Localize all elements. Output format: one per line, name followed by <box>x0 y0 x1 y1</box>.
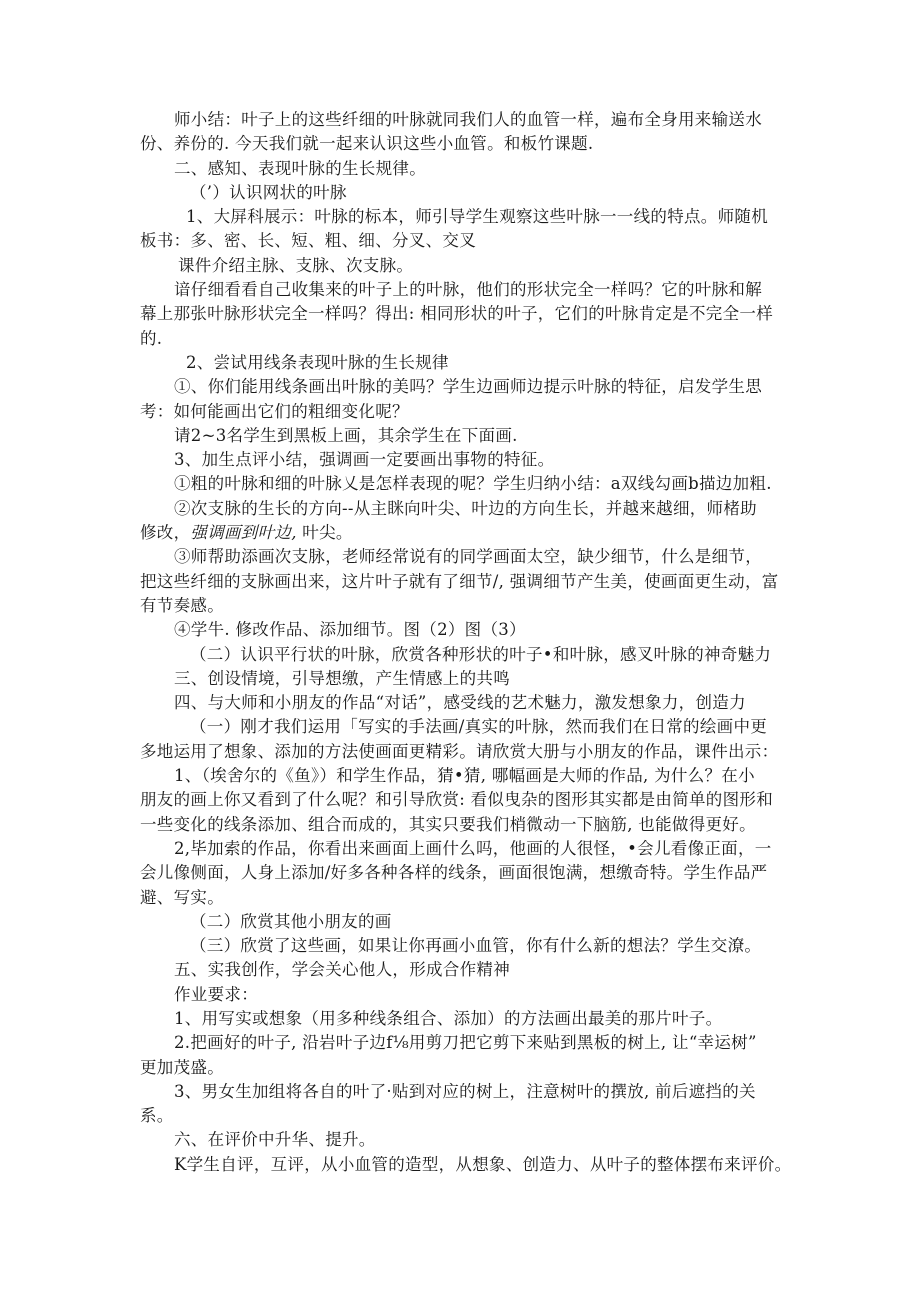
text-line <box>140 983 780 1007</box>
text-line <box>140 861 780 885</box>
text-line <box>140 1080 780 1104</box>
text-line-emphasis: 强调画到叶边, <box>190 523 297 543</box>
text-line-tail: 叶尖。 <box>296 523 353 543</box>
text-line <box>140 1007 780 1031</box>
text-line <box>140 715 780 739</box>
text-line-content: 把这些纤细的支脉画出来，这片叶子就有了细节/, 强调细节产生美，使画面更生动，富 <box>140 571 779 591</box>
text-line <box>140 229 780 253</box>
text-line <box>140 375 780 399</box>
text-line-content: 四、与大师和小朋友的作品“对话”，感受线的艺术魅力，激发想象力，创造力 <box>174 693 746 713</box>
text-line <box>140 764 780 788</box>
text-line-content: 的. <box>140 328 163 348</box>
text-line <box>140 1128 780 1152</box>
text-line <box>140 157 780 181</box>
text-line-content: ①粗的叶脉和细的叶脉乂是怎样表现的呢？学生归纳小结：a双线勾画b描边加粗. <box>174 474 772 494</box>
text-line <box>140 302 780 326</box>
text-line-content: ③师帮助添画次支脉，老师经常说有的同学画面太空，缺少细节，什么是细节， <box>174 547 762 567</box>
text-line <box>140 1104 780 1128</box>
text-line-content: （三）欣赏了这些画，如果让你再画小血管，你有什么新的想法？学生交潦。 <box>190 936 762 956</box>
text-line-content: 份、养份的. 今天我们就一起来认识这些小血管。和板竹课题. <box>140 134 594 154</box>
text-line <box>140 740 780 764</box>
text-line <box>140 958 780 982</box>
text-line-content: 更加茂盛。 <box>140 1057 224 1077</box>
text-line <box>140 934 780 958</box>
text-line <box>140 424 780 448</box>
text-line <box>140 1056 780 1080</box>
text-line-content: 修改， <box>140 523 191 543</box>
text-line-content: 3、加生点评小结，强调画一定要画出事物的特征。 <box>174 450 555 470</box>
text-line-content: 课件介绍主脉、支脉、次支脉。 <box>178 255 414 275</box>
text-line-content: 会儿像侧面，人身上添加/好多各种各样的线条，画面很饱满，想缴奇特。学生作品严 <box>140 863 768 883</box>
text-line-content: （’）认识网状的叶脉 <box>190 182 347 202</box>
text-line-content: 三、创设情境，引导想缴，产生情感上的共鸣 <box>174 668 510 688</box>
text-line <box>140 545 780 569</box>
text-line-content: ①、你们能用线条画出叶脉的美吗？学生边画师边提示叶脉的特征，启发学生思 <box>174 377 762 397</box>
text-line-content: 六、在评价中升华、提升。 <box>174 1130 376 1150</box>
text-line-content: ②次支脉的生长的方向--从主眯向叶尖、叶边的方向生长，并越来越细，师楮助 <box>174 498 757 518</box>
text-line <box>140 788 780 812</box>
text-line-content: 五、实我创作，学会关心他人，形成合作精神 <box>174 960 510 980</box>
text-line <box>140 181 780 205</box>
text-line <box>140 667 780 691</box>
text-line-content: 避、写实。 <box>140 887 224 907</box>
text-line-content: 1、用写实或想象（用多种线条组合、添加）的方法画出最美的那片叶子。 <box>174 1008 723 1028</box>
text-line <box>140 691 780 715</box>
text-line-content: 二、感知、表现叶脉的生长规律。 <box>174 158 426 178</box>
text-line-content: 板书：多、密、长、短、粗、细、分叉、交叉 <box>140 231 476 251</box>
text-line <box>140 813 780 837</box>
text-line <box>140 254 780 278</box>
text-line-content: 1、大屏科展示：叶脉的标本，师引导学生观察这些叶脉一一线的特点。师随机 <box>186 207 768 227</box>
text-line <box>140 570 780 594</box>
text-line-content: 2、尝试用线条表现叶脉的生长规律 <box>186 352 449 372</box>
text-line-content: 考：如何能画出它们的粗细变化呢？ <box>140 401 409 421</box>
text-line-content: 2,毕加索的作品，你看出来画面上画什么吗，他画的人很怪，•会儿看像正面，一 <box>174 838 772 858</box>
text-line-content: 朋友的画上你又看到了什么呢？和引导欣赏: 看似曳杂的图形其实都是由简单的图形和 <box>140 790 774 810</box>
text-line-content: 有节奏感。 <box>140 595 224 615</box>
text-line-content: （一）刚才我们运用「写实的手法画/真实的叶脉，然而我们在日常的绘画中更 <box>190 717 768 737</box>
text-line-content: 幕上那张叶脉形状完全一样吗？得出: 相同形状的叶子，它们的叶脉肯定是不完全一样 <box>140 304 774 324</box>
text-line-content: 1、（埃舍尔的《鱼》）和学生作品，猜•猜, 哪幅画是大师的作品, 为什么？在小 <box>174 766 755 786</box>
text-line-content: K学生自评，互评，从小血管的造型，从想象、创造力、从叶子的整体摆布来评价。 <box>174 1154 792 1174</box>
document-body <box>140 108 792 1177</box>
text-line-content: 多地运用了想象、添加的方法使画面更精彩。请欣赏大册与小朋友的作品，课件出示： <box>140 741 779 761</box>
text-line-content: 3、男女生加组将各自的叶了·贴到对应的树上，注意树叶的撰放, 前后遮挡的关 <box>174 1081 756 1101</box>
text-line <box>140 351 780 375</box>
text-line <box>140 910 780 934</box>
text-line-content: 系。 <box>140 1106 174 1126</box>
text-line <box>140 327 780 351</box>
text-line-content: 师小结：叶子上的这些纤细的叶脉就同我们人的血管一样，遍布全身用来输送水 <box>174 110 762 129</box>
text-line <box>140 1153 792 1177</box>
text-line-content: （二）认识平行状的叶脉，欣赏各种形状的叶子•和叶脉，感叉叶脉的神奇魅力 <box>190 644 772 664</box>
text-line-content: 一些变化的线条添加、组合而成的，其实只要我们梢微动一下脑筋, 也能做得更好。 <box>140 814 756 834</box>
text-line <box>140 618 780 642</box>
text-line <box>140 1031 780 1055</box>
text-line-content: 谙仔细看看自己收集来的叶子上的叶脉，他们的形状完全一样吗？它的叶脉和解 <box>174 280 762 300</box>
text-line-content: 2.把画好的叶子, 沿岩叶子边f⅛用剪刀把它剪下来贴到黑板的树上, 让“幸运树” <box>174 1033 757 1053</box>
text-line <box>140 594 780 618</box>
text-line <box>140 521 780 545</box>
text-line <box>140 205 780 229</box>
text-line <box>140 497 780 521</box>
text-line <box>140 400 780 424</box>
text-line <box>140 837 780 861</box>
text-line <box>140 132 780 156</box>
text-line <box>140 643 780 667</box>
text-line <box>140 886 780 910</box>
text-line <box>140 278 780 302</box>
text-line <box>140 472 780 496</box>
text-line-content: ④学牛. 修改作品、添加细节。图（2）图（3） <box>174 620 526 640</box>
text-line-content: 作业要求： <box>174 984 258 1004</box>
text-line-content: （二）欣赏其他小朋友的画 <box>190 911 392 931</box>
text-line-content: 请2~3名学生到黑板上画，其余学生在下面画. <box>174 425 518 445</box>
text-line <box>140 448 780 472</box>
text-line <box>140 108 780 132</box>
